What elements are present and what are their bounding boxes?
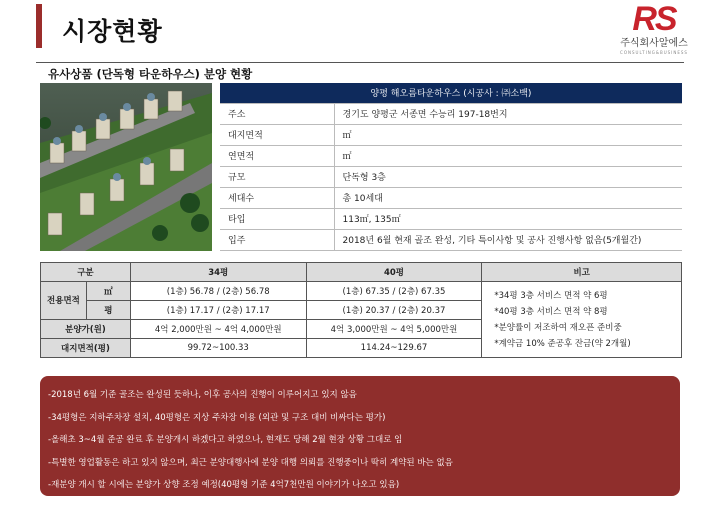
info-label-land-area: 대지면적 [220,124,334,145]
spec-pyeong-unit: 평 [86,301,130,320]
note-item: -특별한 영업활동은 하고 있지 않으며, 최근 분양대행사에 분양 대행 의뢰를 진행중이나 딱히 계약된 바는 없음 [48,457,453,468]
spec-header-34: 34평 [130,263,306,282]
table-row [220,103,682,124]
spec-header-remarks: 비고 [482,263,682,282]
table-row [220,208,682,229]
info-value-households: 총 10세대 [334,187,682,208]
logo-tagline: CONSULTING&BUSINESS [620,50,688,55]
remark-item: *계약금 10% 준공후 잔금(약 2개월) [494,338,631,349]
note-item: -2018년 6월 기준 골조는 완성된 듯하나, 이후 공사의 진행이 이루어지고 있지 않음 [48,390,357,400]
info-label-address: 주소 [220,103,334,124]
table-row [220,229,682,250]
table-row [220,187,682,208]
spec-sqm-unit: ㎡ [86,282,130,301]
info-label-households: 세대수 [220,187,334,208]
spec-price-label: 분양가(원) [41,320,131,339]
company-logo [614,2,694,60]
spec-pyeong-40: (1층) 20.37 / (2층) 20.37 [306,301,482,320]
remark-item: *34평 3층 서비스 면적 약 6평 [494,290,608,301]
spec-land-40: 114.24~129.67 [306,339,482,358]
remark-item: *40평 3층 서비스 면적 약 8평 [494,306,608,317]
info-value-move-in: 2018년 6월 현재 골조 완성, 기타 특이사항 및 공사 진행사항 없음(5개월간) [334,229,682,250]
section-title: 유사상품 (단독형 타운하우스) 분양 현황 [48,67,253,81]
spec-land-label: 대지면적(평) [41,339,131,358]
logo-name: 주식회사알에스 [620,38,688,49]
spec-price-34: 4억 2,000만원 ~ 4억 4,000만원 [130,320,306,339]
project-info-header: 양평 해오름타운하우스 (시공사 : ㈜소백) [220,83,682,103]
header-divider [36,62,684,63]
table-row [220,145,682,166]
title-accent-bar [36,4,42,48]
note-item: -34평형은 지하주차장 설치, 40평형은 지상 주차장 이용 (외관 및 구조 대비 비싸다는 평가) [48,412,386,423]
project-info-table [220,83,682,251]
spec-sqm-34: (1층) 56.78 / (2층) 56.78 [130,282,306,301]
info-label-scale: 규모 [220,166,334,187]
summary-notes-box [40,376,680,496]
info-value-type: 113㎡, 135㎡ [334,208,682,229]
info-value-scale: 단독형 3층 [334,166,682,187]
remark-item: *분양률이 저조하여 재오픈 준비중 [494,322,622,333]
info-label-type: 타입 [220,208,334,229]
note-item: -올해초 3~4월 준공 완료 후 분양개시 하겠다고 하였으나, 현재도 당해 2월 현장 상황 그대로 임 [48,435,403,445]
spec-header-40: 40평 [306,263,482,282]
spec-land-34: 99.72~100.33 [130,339,306,358]
info-label-move-in: 입주 [220,229,334,250]
table-row [41,282,682,301]
info-value-address: 경기도 양평군 서종면 수능리 197-18번지 [334,103,682,124]
spec-sqm-40: (1층) 67.35 / (2층) 67.35 [306,282,482,301]
spec-pyeong-34: (1층) 17.17 / (2층) 17.17 [130,301,306,320]
spec-area-label: 전용면적 [41,282,87,320]
info-label-floor-area: 연면적 [220,145,334,166]
page-title: 시장현황 [62,17,163,46]
spec-remarks-cell [482,282,682,358]
note-item: -재분양 개시 할 시에는 분양가 상향 조정 예정(40평형 기준 4억7천만원 이야기가 나오고 있음) [48,480,400,490]
logo-mark: RS [632,0,676,38]
info-value-floor-area: ㎡ [334,145,682,166]
spec-header-category: 구분 [41,263,131,282]
spec-price-40: 4억 3,000만원 ~ 4억 5,000만원 [306,320,482,339]
table-row [220,124,682,145]
table-row [220,166,682,187]
info-value-land-area: ㎡ [334,124,682,145]
site-rendering-image [40,83,212,251]
unit-spec-table [40,262,682,358]
